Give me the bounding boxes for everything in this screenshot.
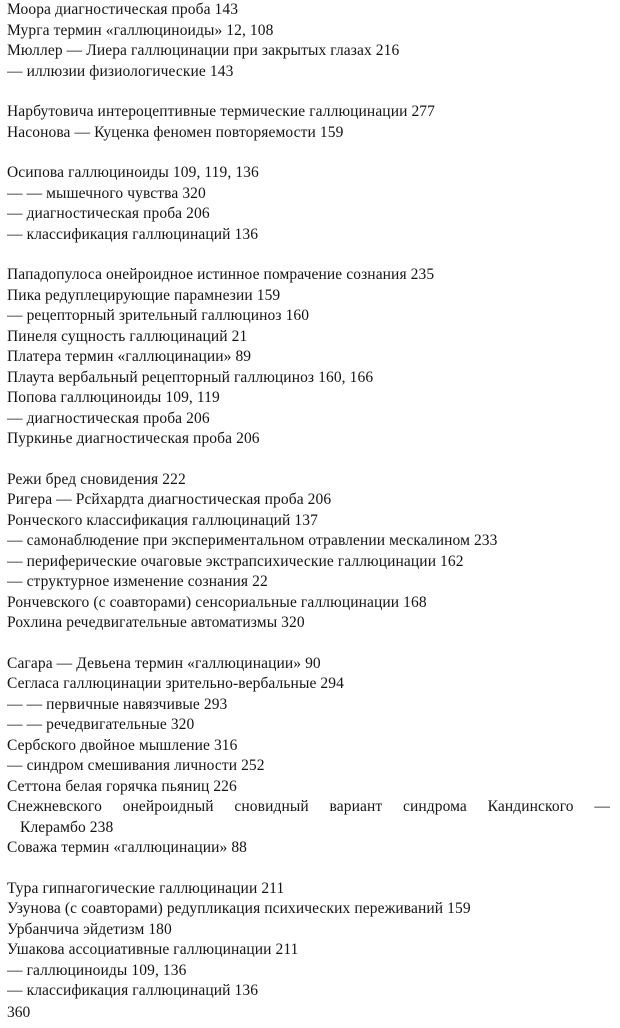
index-subentry: — галлюциноиды 109, 136: [7, 961, 187, 979]
index-entry: Сербского двойное мышление 316: [7, 736, 238, 754]
index-entry: Сагара — Девьена термин «галлюцинации» 90: [7, 654, 321, 672]
index-entry: Нарбутовича интероцептивные термические галлюцинации 277: [7, 103, 436, 120]
index-entry: Пападопулоса онейроидное истинное помрачение сознания 235: [7, 266, 435, 283]
index-entry: Попова галлюциноиды 109, 119: [7, 389, 220, 406]
index-entry: Пинеля сущность галлюцинаций 21: [7, 327, 248, 345]
index-subentry: — — речедвигательные 320: [7, 716, 195, 733]
index-group-m: [7, 0, 610, 82]
index-entry: Сеттона белая горячка пьяниц 226: [7, 777, 237, 795]
index-subentry: — иллюзии физиологические 143: [7, 62, 234, 80]
index-entry: Насонова — Куценка феномен повторяемости 159: [7, 123, 344, 141]
index-group-p: [7, 265, 610, 450]
index-entry: Ушакова ассоциативные галлюцинации 211: [7, 941, 299, 958]
index-subentry: — структурное изменение сознания 22: [7, 573, 268, 590]
index-subentry: — — первичные навязчивые 293: [7, 695, 228, 713]
index-subentry: — периферические очаговые экстрапсихические галлюцинации 162: [7, 552, 464, 570]
index-entry: Узунова (с соавторами) редупликация психических переживаний 159: [7, 900, 471, 917]
index-entry-continuation: Клерамбо 238: [20, 818, 114, 836]
index-entry: Соважа термин «галлюцинации» 88: [7, 839, 248, 856]
index-entry: Мюллер — Лиера галлюцинации при закрытых глазах 216: [7, 42, 400, 59]
index-entry: Рончевского (с соавторами) сенсориальные галлюцинации 168: [7, 593, 427, 611]
index-entry: Рохлина речедвигательные автоматизмы 320: [7, 614, 305, 631]
index-entry: Ригера — Рсйхардта диагностическая проба 206: [7, 491, 332, 508]
page-number: 360: [7, 1004, 31, 1021]
index-entry: Тура гипнагогические галлюцинации 211: [7, 879, 285, 897]
index-group-t-u: [7, 879, 610, 1002]
index-subentry: — классификация галлюцинаций 136: [7, 982, 259, 999]
index-entry: Урбанчича эйдетизм 180: [7, 920, 172, 938]
index-entry: Моора диагностическая проба 143: [7, 1, 239, 18]
index-subentry: — классификация галлюцинаций 136: [7, 225, 259, 243]
index-entry: Ронческого классификация галлюцинаций 137: [7, 511, 318, 529]
index-group-o: [7, 163, 610, 245]
index-subentry: — — мышечного чувства 320: [7, 184, 206, 202]
index-subentry: — самонаблюдение при экспериментальном отравлении мескалином 233: [7, 532, 498, 549]
index-entry: Пуркинье диагностическая проба 206: [7, 430, 260, 447]
index-subentry: — диагностическая проба 206: [7, 409, 210, 427]
index-group-n: [7, 102, 610, 143]
index-entry: Платера термин «галлюцинации» 89: [7, 348, 252, 365]
index-subentry: — рецепторный зрительный галлюциноз 160: [7, 307, 310, 324]
index-entry: Режи бред сновидения 222: [7, 470, 186, 488]
index-entry: Плаута вербальный рецепторный галлюциноз 160, 166: [7, 368, 374, 386]
index-subentry: — диагностическая проба 206: [7, 205, 210, 222]
index-group-s: [7, 654, 610, 859]
index-entry: Пика редуплецирующие парамнезии 159: [7, 286, 281, 304]
index-subentry: — синдром смешивания личности 252: [7, 757, 265, 774]
index-group-r: [7, 470, 610, 634]
index-entry: Сегласа галлюцинации зрительно-вербальные 294: [7, 675, 344, 692]
index-entry: Осипова галлюциноиды 109, 119, 136: [7, 164, 259, 181]
index-entry: Мурга термин «галлюциноиды» 12, 108: [7, 21, 274, 39]
index-entry: Снежневского онейроидный сновидный вариант синдрома Кандинского —: [7, 798, 610, 815]
